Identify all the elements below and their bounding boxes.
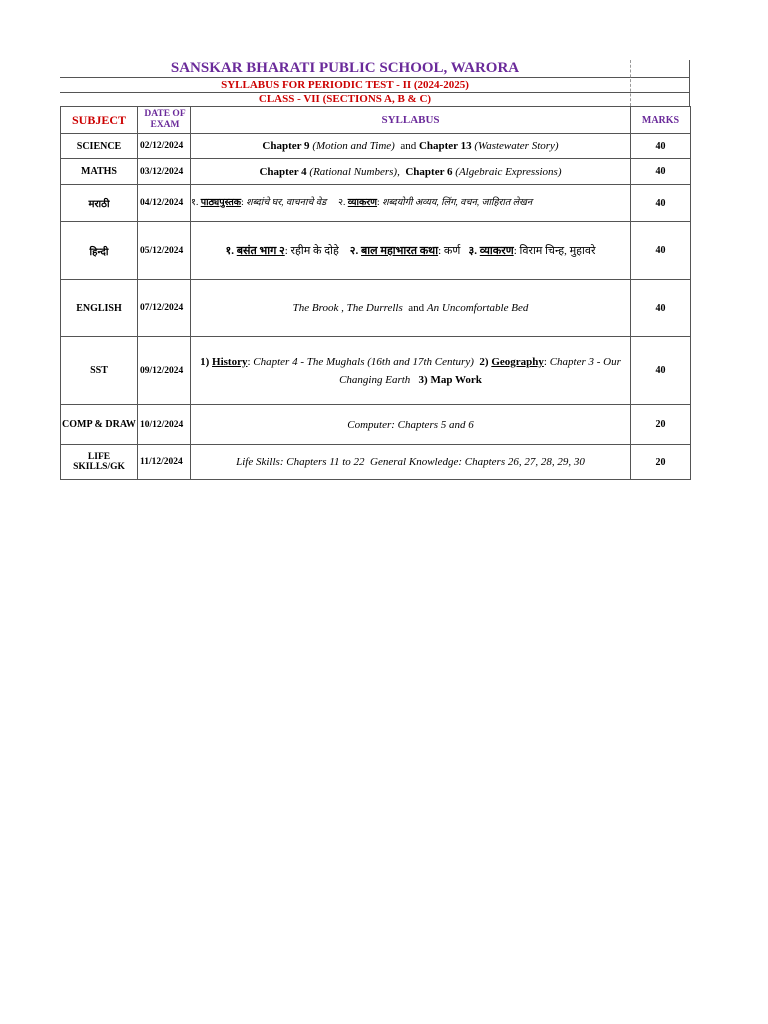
syllabus-text: Chapter 9 xyxy=(262,140,313,152)
syllabus-text: : xyxy=(241,198,247,208)
column-header-subject: SUBJECT xyxy=(61,107,138,134)
column-header-date: DATE OF EXAM xyxy=(138,107,191,134)
table-header-row xyxy=(61,107,691,134)
sheet-right-edge xyxy=(689,60,690,106)
syllabus-text: बाल महाभारत कथा xyxy=(361,244,439,257)
syllabus-cell xyxy=(191,222,631,280)
syllabus-text: शब्दांचे घर, वाचनाचे वेड xyxy=(246,198,327,208)
syllabus-text: The Brook , The Durrells xyxy=(292,302,406,314)
syllabus-cell xyxy=(191,134,631,159)
syllabus-text: १. xyxy=(225,244,237,257)
marks-cell: 40 xyxy=(631,134,691,159)
syllabus-text: Chapter 6 xyxy=(405,165,456,178)
syllabus-cell xyxy=(191,185,631,222)
syllabus-text: : xyxy=(247,355,254,368)
syllabus-text: An Uncomfortable Bed xyxy=(426,302,529,314)
marks-cell: 20 xyxy=(631,405,691,445)
table-row xyxy=(61,405,691,445)
syllabus-text: (Motion and Time) xyxy=(312,140,395,152)
date-cell: 03/12/2024 xyxy=(138,159,191,185)
subject-cell: हिन्दी xyxy=(61,222,138,280)
syllabus-text: (Wastewater Story) xyxy=(474,140,559,152)
marks-cell: 40 xyxy=(631,185,691,222)
date-cell: 10/12/2024 xyxy=(138,405,191,445)
subject-cell: LIFE SKILLS/GK xyxy=(61,445,138,480)
column-header-marks: MARKS xyxy=(631,107,691,134)
syllabus-title: SYLLABUS FOR PERIODIC TEST - II (2024-2025) xyxy=(221,79,469,91)
syllabus-cell xyxy=(191,280,631,337)
table-row xyxy=(61,185,691,222)
syllabus-table xyxy=(60,106,691,480)
syllabus-text: २. xyxy=(349,244,362,257)
syllabus-text: and xyxy=(405,302,427,314)
date-cell: 11/12/2024 xyxy=(138,445,191,480)
column-divider xyxy=(630,60,631,106)
subject-cell: SCIENCE xyxy=(61,134,138,159)
syllabus-cell xyxy=(191,405,631,445)
header-block xyxy=(60,60,690,106)
syllabus-text: Chapter 13 xyxy=(418,140,475,152)
syllabus-text: व्याकरण xyxy=(479,244,514,257)
syllabus-text: : कर्ण xyxy=(438,244,469,257)
subject-cell: MATHS xyxy=(61,159,138,185)
table-row xyxy=(61,445,691,480)
syllabus-text: (Rational Numbers), xyxy=(309,165,400,178)
marks-cell: 40 xyxy=(631,159,691,185)
table-row xyxy=(61,222,691,280)
syllabus-text: Computer: Chapters 5 and 6 xyxy=(347,418,474,431)
syllabus-text: and xyxy=(394,140,419,152)
syllabus-text: History xyxy=(212,355,248,368)
date-cell: 07/12/2024 xyxy=(138,280,191,337)
syllabus-text: : विराम चिन्ह, मुहावरे xyxy=(513,244,596,257)
syllabus-text: Life Skills: Chapters 11 to 22 General Knowledge: Chapters 26, 27, 28, 29, 30 xyxy=(236,456,585,468)
syllabus-text: : xyxy=(377,198,383,208)
syllabus-text: : xyxy=(543,355,550,368)
school-name: SANSKAR BHARATI PUBLIC SCHOOL, WARORA xyxy=(170,60,520,76)
date-cell: 04/12/2024 xyxy=(138,185,191,222)
syllabus-cell xyxy=(191,159,631,185)
syllabus-text: Chapter 4 xyxy=(259,165,310,178)
syllabus-text: बसंत भाग २ xyxy=(236,244,285,257)
syllabus-text: पाठ्यपुस्तक xyxy=(200,198,242,208)
syllabus-text: Chapter 3 - Our Changing Earth xyxy=(339,355,624,386)
syllabus-text: 2) xyxy=(473,355,492,368)
syllabus-text: Geography xyxy=(491,355,544,368)
date-cell: 05/12/2024 xyxy=(138,222,191,280)
syllabus-cell xyxy=(191,337,631,405)
subject-cell: SST xyxy=(61,337,138,405)
syllabus-text: 1) xyxy=(200,355,213,368)
column-header-syllabus: SYLLABUS xyxy=(191,107,631,134)
syllabus-text: व्याकरण xyxy=(347,198,378,208)
date-cell: 09/12/2024 xyxy=(138,337,191,405)
class-line: CLASS - VII (SECTIONS A, B & C) xyxy=(258,93,432,105)
table-row xyxy=(61,159,691,185)
syllabus-text: : रहीम के दोहे xyxy=(284,244,350,257)
syllabus-cell xyxy=(191,445,631,480)
table-row xyxy=(61,280,691,337)
marks-cell: 40 xyxy=(631,222,691,280)
syllabus-text: ३. xyxy=(468,244,480,257)
syllabus-text: शब्दयोगी अव्यय, लिंग, वचन, जाहिरात लेखन xyxy=(382,198,533,208)
syllabus-sheet xyxy=(60,60,690,480)
subject-cell: COMP & DRAW xyxy=(61,405,138,445)
syllabus-text: 3) Map Work xyxy=(410,373,482,386)
date-cell: 02/12/2024 xyxy=(138,134,191,159)
syllabus-text: १. xyxy=(191,198,201,208)
table-row xyxy=(61,337,691,405)
subject-cell: मराठी xyxy=(61,185,138,222)
marks-cell: 20 xyxy=(631,445,691,480)
table-row xyxy=(61,134,691,159)
subject-cell: ENGLISH xyxy=(61,280,138,337)
syllabus-text: Chapter 4 - The Mughals (16th and 17th Century) xyxy=(253,355,474,368)
syllabus-text: २. xyxy=(326,198,348,208)
syllabus-text: (Algebraic Expressions) xyxy=(455,165,562,178)
marks-cell: 40 xyxy=(631,280,691,337)
marks-cell: 40 xyxy=(631,337,691,405)
